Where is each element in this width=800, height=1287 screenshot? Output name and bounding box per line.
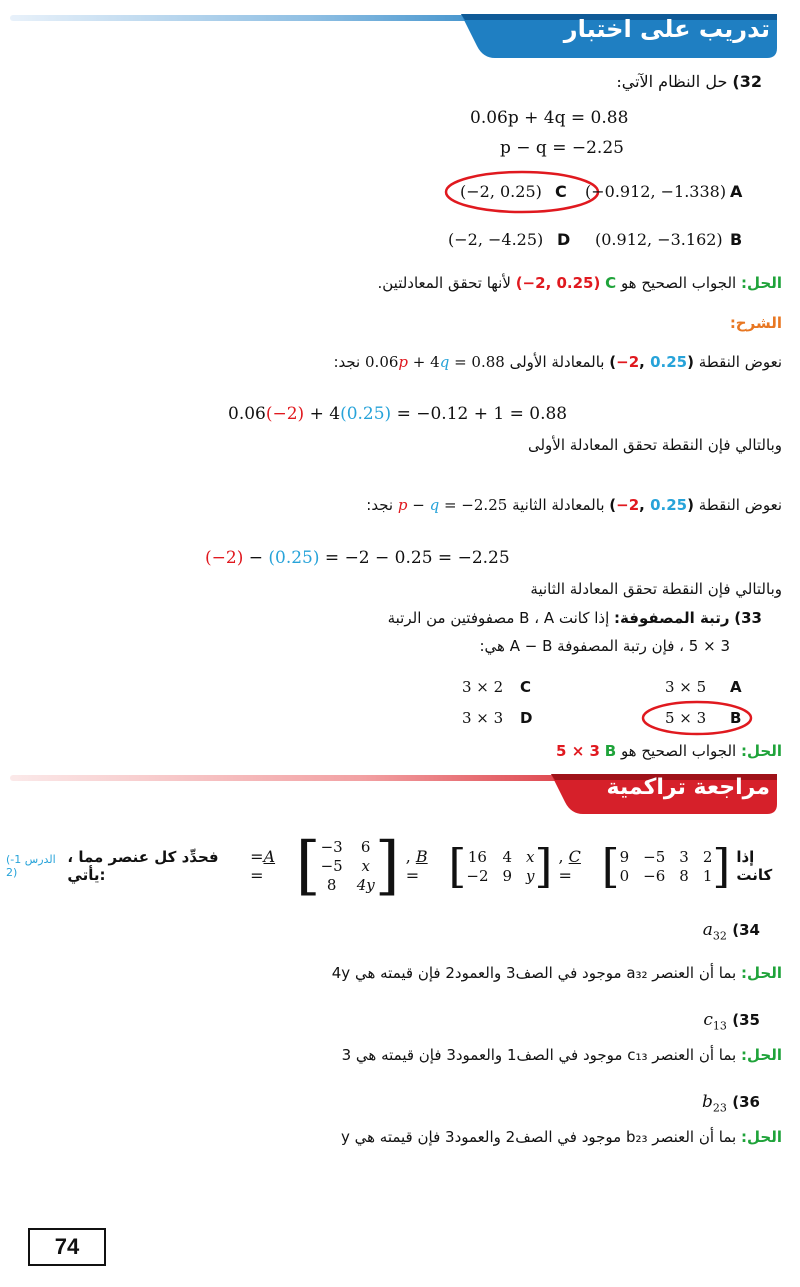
q32-step1-intro: نعوض النقطة (698, 353, 782, 371)
q32-step2-calc: (−2) − (0.25) = −2 − 0.25 = −2.25 (205, 548, 510, 568)
matrix-b-cell: x (526, 847, 535, 866)
q33-option-b-value: 5 × 3 (665, 709, 707, 727)
matrix-a-cell: −3 (320, 838, 343, 856)
q33-solution-label: الحل: (741, 742, 782, 760)
matrix-c-cell: 0 (619, 866, 630, 885)
q33-option-a-letter: A (730, 678, 742, 696)
q32-option-c-letter: C (555, 182, 567, 201)
q32-step1-mid: بالمعادلة الأولى (509, 353, 605, 371)
q32-option-a-letter: A (730, 182, 743, 201)
matrix-c-cell: 9 (619, 847, 630, 866)
matrix-c-cell: 2 (702, 847, 713, 866)
q32-step1-equation: 0.06p + 4q = 0.88 (365, 353, 505, 371)
matrix-a-cell: −5 (320, 857, 343, 875)
q32-header (616, 72, 762, 91)
q32-step2-end: نجد: (366, 496, 394, 514)
q32-step1-conclusion: وبالتالي فإن النقطة تحقق المعادلة الأولى (527, 436, 782, 454)
q32-step2-intro: نعوض النقطة (698, 496, 782, 514)
q33-number: 33) (734, 609, 762, 627)
matrix-a-cell: 8 (326, 876, 337, 894)
matrix-b-cell: y (526, 866, 535, 885)
q33-header (388, 609, 762, 627)
q32-answer-circle (442, 166, 602, 218)
matrix-a-cell: x (361, 857, 370, 875)
q33-solution-value: 5 × 3 (556, 742, 600, 760)
matrix-b-cell: 9 (502, 866, 513, 885)
matrix-b-equals: , B = (405, 847, 428, 885)
matrices-tail: ، فحدِّد كل عنصر مما يأتي: (67, 848, 219, 884)
matrix-a: [ −3 6 −5 x 8 4y ] (295, 829, 400, 903)
q34-number: (34 (732, 921, 760, 939)
banner2-title: مراجعة تراكمية (606, 775, 770, 800)
matrix-b: [ 16 4 x −2 9 y ] (448, 839, 553, 893)
q32-step1-line (333, 353, 782, 371)
q34-solution-label: الحل: (741, 964, 782, 982)
q32-step2-point: (−2, 0.25) (609, 496, 694, 514)
q34-solution-text: بما أن العنصر a₃₂ موجود في الصف3 والعمود2 فإن قيمته هي 4y (331, 964, 737, 982)
matrix-b-cell: 16 (467, 847, 487, 866)
matrix-c-cell: 3 (679, 847, 689, 866)
q33-solution-letter: B (604, 742, 617, 760)
q32-eq1: 0.06p + 4q = 0.88 (470, 108, 629, 128)
q32-prompt: حل النظام الآتي: (616, 72, 728, 91)
q35-solution (342, 1046, 782, 1064)
q33-option-d-letter: D (520, 709, 533, 727)
q32-number: 32) (732, 72, 762, 91)
q32-solution (378, 274, 783, 292)
q32-solution-point: (−2, 0.25) (515, 274, 601, 292)
q33-option-c-letter: C (520, 678, 532, 696)
q32-solution-label: الحل: (741, 274, 782, 292)
q32-option-a-value: (−0.912, −1.338) (585, 182, 727, 201)
matrix-a-equals: =A = (250, 847, 276, 885)
q35-solution-text: بما أن العنصر c₁₃ موجود في الصف1 والعمود3 فإن قيمته هي 3 (341, 1046, 737, 1064)
q36-number: (36 (732, 1093, 760, 1111)
q33-option-d-value: 3 × 3 (462, 709, 504, 727)
q32-step2-mid: بالمعادلة الثانية (512, 496, 605, 514)
matrix-c-cell: −5 (643, 847, 666, 866)
matrix-c-equals: , C = (558, 847, 581, 885)
q33-title: رتبة المصفوفة: (614, 609, 730, 627)
q34-solution (332, 964, 782, 982)
q32-step1-calc: 0.06(−2) + 4(0.25) = −0.12 + 1 = 0.88 (228, 404, 568, 424)
matrix-c: [ 9 −5 3 2 0 −6 8 1 ] (601, 839, 731, 893)
matrix-c-cell: −6 (643, 866, 666, 885)
q32-option-b-value: (0.912, −3.162) (595, 230, 723, 249)
q33-option-c-value: 3 × 2 (462, 678, 504, 696)
matrix-a-cell: 4y (356, 876, 375, 894)
q36-solution-label: الحل: (741, 1128, 782, 1146)
q32-option-d-value: (−2, −4.25) (448, 230, 544, 249)
q32-step2-conclusion: وبالتالي فإن النقطة تحقق المعادلة الثانية (530, 580, 782, 598)
q33-answer-circle (640, 697, 755, 739)
matrices-intro: إذا كانت (736, 848, 773, 884)
q32-option-c-value: (−2, 0.25) (460, 182, 542, 201)
matrix-c-cell: 8 (679, 866, 689, 885)
q32-solution-letter: C (605, 274, 617, 292)
matrix-a-cell: 6 (360, 838, 371, 856)
q33-option-a-value: 3 × 5 (665, 678, 707, 696)
matrix-b-cell: −2 (466, 866, 489, 885)
q32-step1-point: (−2, 0.25) (609, 353, 694, 371)
q36-solution-text: بما أن العنصر b₂₃ موجود في الصف2 والعمود3 فإن قيمته هي y (340, 1128, 737, 1146)
q32-solution-text: الجواب الصحيح هو (620, 274, 737, 292)
q32-solution-reason: لأنها تحقق المعادلتين. (377, 274, 511, 292)
q32-step1-end: نجد: (333, 353, 361, 371)
q33-line1: إذا كانت B ، A مصفوفتين من الرتبة (387, 609, 610, 627)
matrices-line (6, 826, 790, 906)
page-number-box (28, 1228, 106, 1266)
q36-solution (341, 1128, 782, 1146)
lesson-ref: (الدرس 1-2) (6, 853, 56, 879)
matrix-a-grid (321, 838, 375, 894)
q32-eq2: p − q = −2.25 (500, 138, 624, 158)
matrix-c-grid (620, 848, 713, 885)
matrix-b-grid (466, 848, 534, 885)
q33-line2: 3 × 5 ، فإن رتبة المصفوفة A − B هي: (479, 637, 730, 655)
q35-label: $c_{13}$ (35 (703, 1010, 760, 1033)
page-number: 74 (54, 1234, 80, 1259)
banner-title: تدريب على اختبار (563, 15, 770, 43)
q35-solution-label: الحل: (741, 1046, 782, 1064)
q32-option-b-letter: B (730, 230, 743, 249)
q35-number: (35 (732, 1011, 760, 1029)
q33-solution-text: الجواب الصحيح هو (620, 742, 737, 760)
q36-label: $b_{23}$ (36 (701, 1092, 760, 1115)
q32-step2-equation: p − q = −2.25 (397, 496, 508, 514)
matrix-c-cell: 1 (702, 866, 713, 885)
q33-option-b-letter: B (730, 709, 742, 727)
matrix-b-cell: 4 (502, 847, 513, 866)
q32-explain-label: الشرح: (729, 314, 782, 332)
q34-label: $a_{32}$ (34 (702, 920, 760, 943)
q32-step2-line (366, 496, 782, 514)
q32-option-d-letter: D (557, 230, 571, 249)
q33-solution (556, 742, 782, 760)
